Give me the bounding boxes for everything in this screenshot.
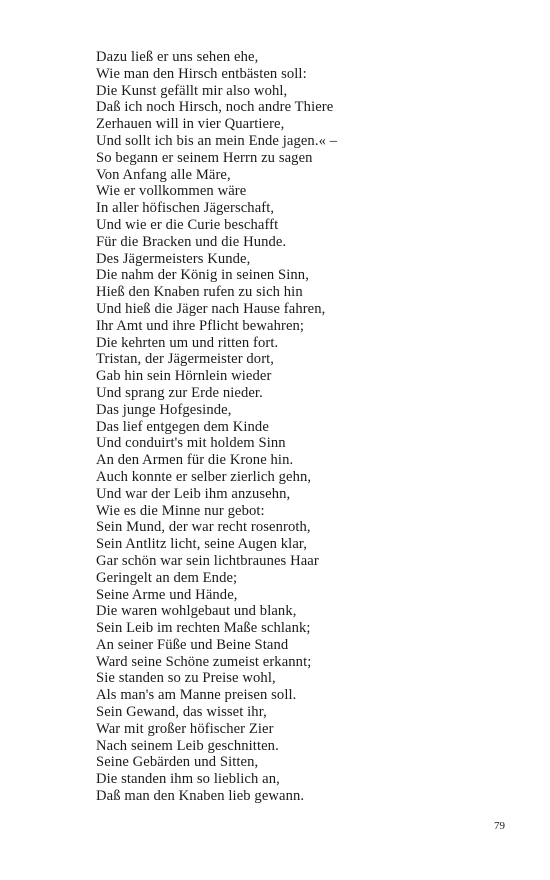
poem-line: An seiner Füße und Beine Stand (96, 636, 289, 653)
poem-line: Von Anfang alle Märe, (96, 166, 231, 183)
poem-line: Geringelt an dem Ende; (96, 569, 238, 586)
poem-line: Und sollt ich bis an mein Ende jagen.« – (96, 132, 338, 149)
poem-line: Und sprang zur Erde nieder. (96, 384, 263, 401)
poem-line: Zerhauen will in vier Quartiere, (96, 116, 285, 133)
poem-line: Seine Gebärden und Sitten, (96, 754, 259, 771)
poem-line: Tristan, der Jägermeister dort, (96, 351, 275, 368)
poem-line: Ward seine Schöne zumeist erkannt; (96, 653, 312, 670)
poem-line: An den Armen für die Krone hin. (96, 452, 294, 469)
poem-line: Und wie er die Curie beschafft (96, 216, 279, 233)
poem-line: Daß man den Knaben lieb gewann. (96, 788, 305, 805)
poem-line: Ihr Amt und ihre Pflicht bewahren; (96, 317, 305, 334)
poem-line: Das lief entgegen dem Kinde (96, 418, 269, 435)
poem-line: Nach seinem Leib geschnitten. (96, 737, 279, 754)
poem-line: Sein Antlitz licht, seine Augen klar, (96, 536, 308, 553)
poem-line: Des Jägermeisters Kunde, (96, 250, 251, 267)
poem-line: Gab hin sein Hörnlein wieder (96, 368, 272, 385)
poem-line: Sein Mund, der war recht rosenroth, (96, 519, 311, 536)
poem-line: Auch konnte er selber zierlich gehn, (96, 468, 312, 485)
poem-line: Die standen ihm so lieblich an, (96, 771, 280, 788)
poem-line: Seine Arme und Hände, (96, 586, 238, 603)
poem-line: Das junge Hofgesinde, (96, 401, 232, 418)
poem-line: Und hieß die Jäger nach Hause fahren, (96, 300, 326, 317)
poem-line: Hieß den Knaben rufen zu sich hin (96, 284, 303, 301)
poem-line: Sie standen so zu Preise wohl, (96, 670, 276, 687)
poem-line: Dazu ließ er uns sehen ehe, (96, 49, 259, 65)
poem-line: In aller höfischen Jägerschaft, (96, 200, 275, 217)
poem-line: Daß ich noch Hirsch, noch andre Thiere (96, 99, 334, 116)
poem-line: Die Kunst gefällt mir also wohl, (96, 82, 288, 99)
poem-text (96, 49, 337, 805)
poem-line: Wie es die Minne nur gebot: (96, 502, 265, 519)
poem-line: Wie er vollkommen wäre (96, 183, 247, 200)
poem-line: Gar schön war sein lichtbraunes Haar (96, 552, 319, 569)
poem-line: Und conduirt's mit holdem Sinn (96, 435, 286, 452)
poem-line: So begann er seinem Herrn zu sagen (96, 149, 313, 166)
poem-line: Die waren wohlgebaut und blank, (96, 603, 297, 620)
poem-line: Die kehrten um und ritten fort. (96, 334, 279, 351)
poem-line: Sein Gewand, das wisset ihr, (96, 704, 267, 721)
poem-line: Und war der Leib ihm anzusehn, (96, 485, 291, 502)
poem-line: Die nahm der König in seinen Sinn, (96, 267, 309, 284)
poem-line: Für die Bracken und die Hunde. (96, 233, 287, 250)
poem-line: Als man's am Manne preisen soll. (96, 687, 297, 704)
poem-line: Sein Leib im rechten Maße schlank; (96, 620, 311, 637)
page-number: 79 (494, 820, 505, 832)
poem-line: Wie man den Hirsch entbästen soll: (96, 65, 307, 82)
poem-line: War mit großer höfischer Zier (96, 720, 274, 737)
